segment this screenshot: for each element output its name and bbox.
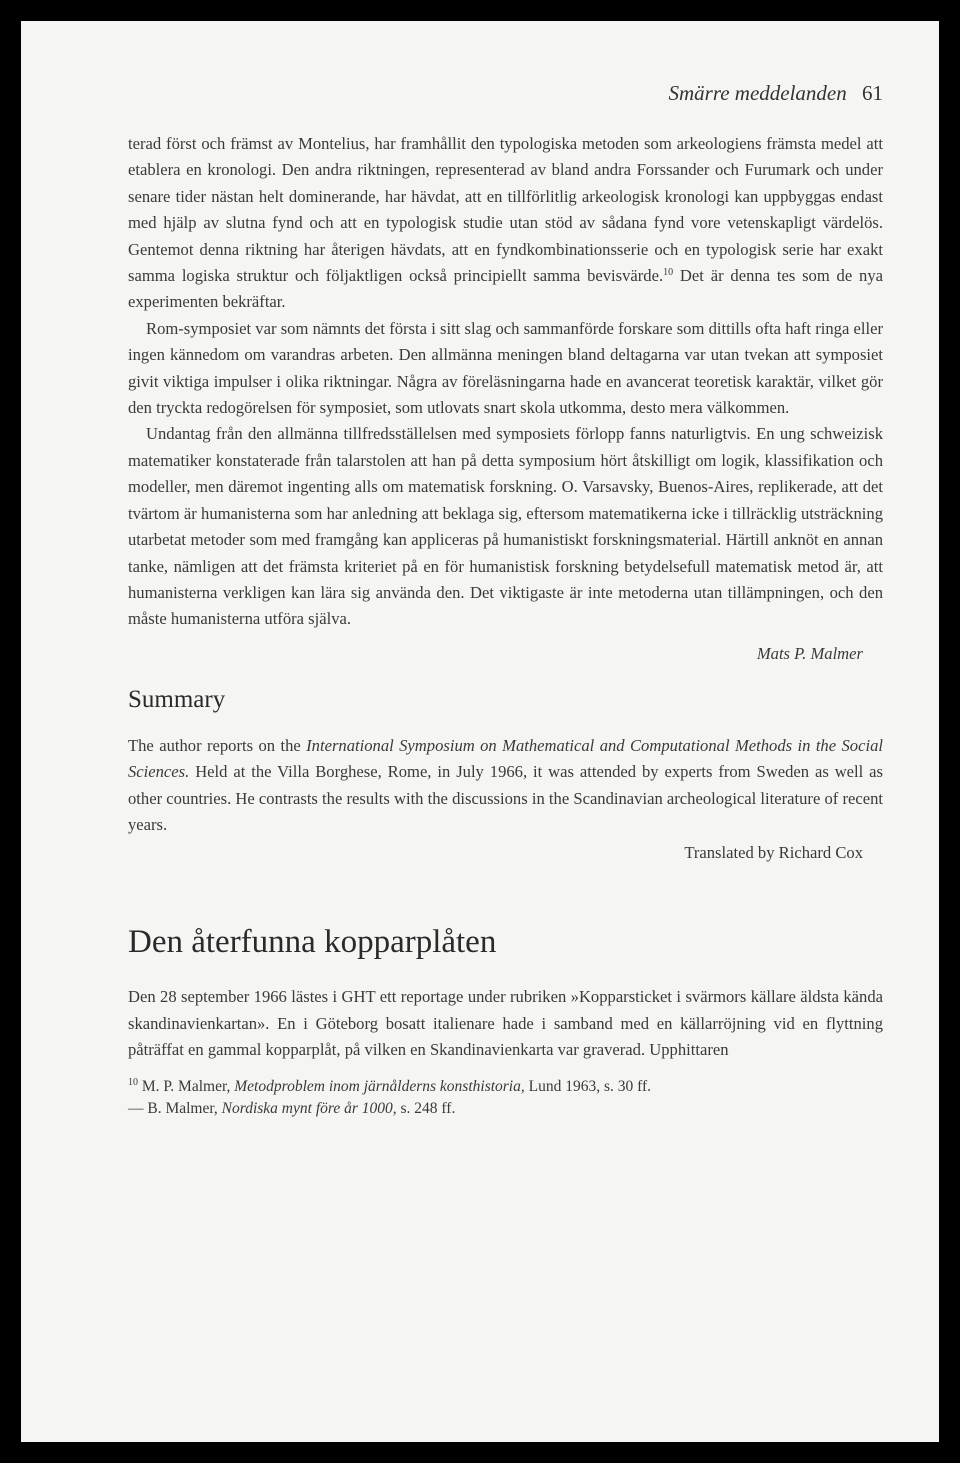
page-number: 61 xyxy=(862,81,883,105)
footnotes xyxy=(128,1076,883,1120)
footnote-10b-post: s. 248 ff. xyxy=(396,1099,456,1117)
page xyxy=(21,21,939,1442)
paragraph-1 xyxy=(128,131,883,316)
author-signature: Mats P. Malmer xyxy=(756,643,863,663)
footnote-10b-title: Nordiska mynt före år 1000, xyxy=(221,1099,397,1117)
footnote-mark: 10 xyxy=(128,1076,138,1088)
summary-text xyxy=(128,733,883,839)
footnote-10-continued xyxy=(128,1098,883,1120)
footnote-10-pre: M. P. Malmer, xyxy=(138,1077,235,1095)
paragraph-2: Rom-symposiet var som nämnts det första i sitt slag och sammanförde forskare som dittills ofta haft ringa eller ingen kännedom om varandras arbeten. Den allmänna meningen bland deltagarna var utan tvekan att symposiet givit viktiga impulser i olika riktningar. Några av föreläsningarna hade en avancerat teoretisk karaktär, vilket gör den tryckta redogörelsen för symposiet, som utlovats snart skola utkomma, desto mera välkommen. xyxy=(128,318,883,418)
summary-heading: Summary xyxy=(128,685,226,713)
footnote-10-post: Lund 1963, s. 30 ff. xyxy=(524,1077,652,1095)
summary-symposium-title: International Symposium on Mathematical and Computational Methods in the Social Sciences. xyxy=(128,735,883,782)
footnote-10b-pre: — B. Malmer, xyxy=(128,1099,222,1117)
article-title: Den återfunna kopparplåten xyxy=(128,924,497,961)
footnote-10-title: Metodproblem inom järnålderns konsthistoria, xyxy=(234,1077,525,1095)
summary-text-pre: The author reports on the xyxy=(128,735,307,755)
paragraph-1-text: terad först och främst av Montelius, har framhållit den typologiska metoden som arkeologiens främsta medel att etablera en kronologi. Den andra riktningen, representerad av bland andra Forssander och Furumark och under senare tider nästan helt dominerande, har hävdat, att en tillförlitlig arkeologisk kronologi kan uppbyggas endast med hjälp av slutna fynd och att en typologisk studie utan stöd av sådana fynd vore vetenskapligt värdelös. Gentemot denna riktning har återigen hävdats, att en fyndkombinationsserie och en typologisk serie har exakt samma logiska struktur och följaktligen också principiellt samma bevisvärde. xyxy=(128,134,883,286)
summary-text-post: Held at the Villa Borghese, Rome, in July 1966, it was attended by experts from Sweden as well as other countries. He contrasts the results with the discussions in the Scandinavian archeological literature of recent years. xyxy=(128,762,883,834)
running-header xyxy=(128,81,883,109)
page-content xyxy=(128,81,883,1120)
article-paragraph: Den 28 september 1966 lästes i GHT ett reportage under rubriken »Kopparsticket i svärmors källare äldsta kända skandinavienkartan». En i Göteborg bosatt italienare hade i samband med en källarröjning vid en flyttning påträffat en gammal kopparplåt, på vilken en Skandinavienkarta var graverad. Upphittaren xyxy=(128,987,883,1060)
paragraph-3: Undantag från den allmänna tillfredsställelsen med symposiets förlopp fanns naturligtvis. En ung schweizisk matematiker konstaterade från talarstolen att han på detta symposium hört åtskilligt om logik, klassifikation och modeller, men däremot ingenting alls om matematisk forskning. O. Varsavsky, Buenos-Aires, replikerade, att det tvärtom är humanisterna som har anledning att beklaga sig, eftersom matematikerna icke i tillräcklig utsträckning utarbetat metoder som med framgång kan appliceras på humanistiskt forskningsmaterial. Härtill anknöt en annan tanke, nämligen att det främsta kriteriet på en för humanistisk forskning betydelsefull matematisk metod är, att humanisterna verkligen kan lära sig använda den. Det viktigaste är inte metoderna utan tillämpningen, och den måste humanisterna utföra själva. xyxy=(128,424,883,629)
paragraph-1-tail: Det är denna tes som de nya experimenten bekräftar. xyxy=(128,266,883,312)
translator-credit: Translated by Richard Cox xyxy=(684,843,863,863)
footnote-10 xyxy=(128,1076,883,1098)
running-title: Smärre meddelanden xyxy=(668,81,847,105)
footnote-ref-10: 10 xyxy=(663,267,674,279)
